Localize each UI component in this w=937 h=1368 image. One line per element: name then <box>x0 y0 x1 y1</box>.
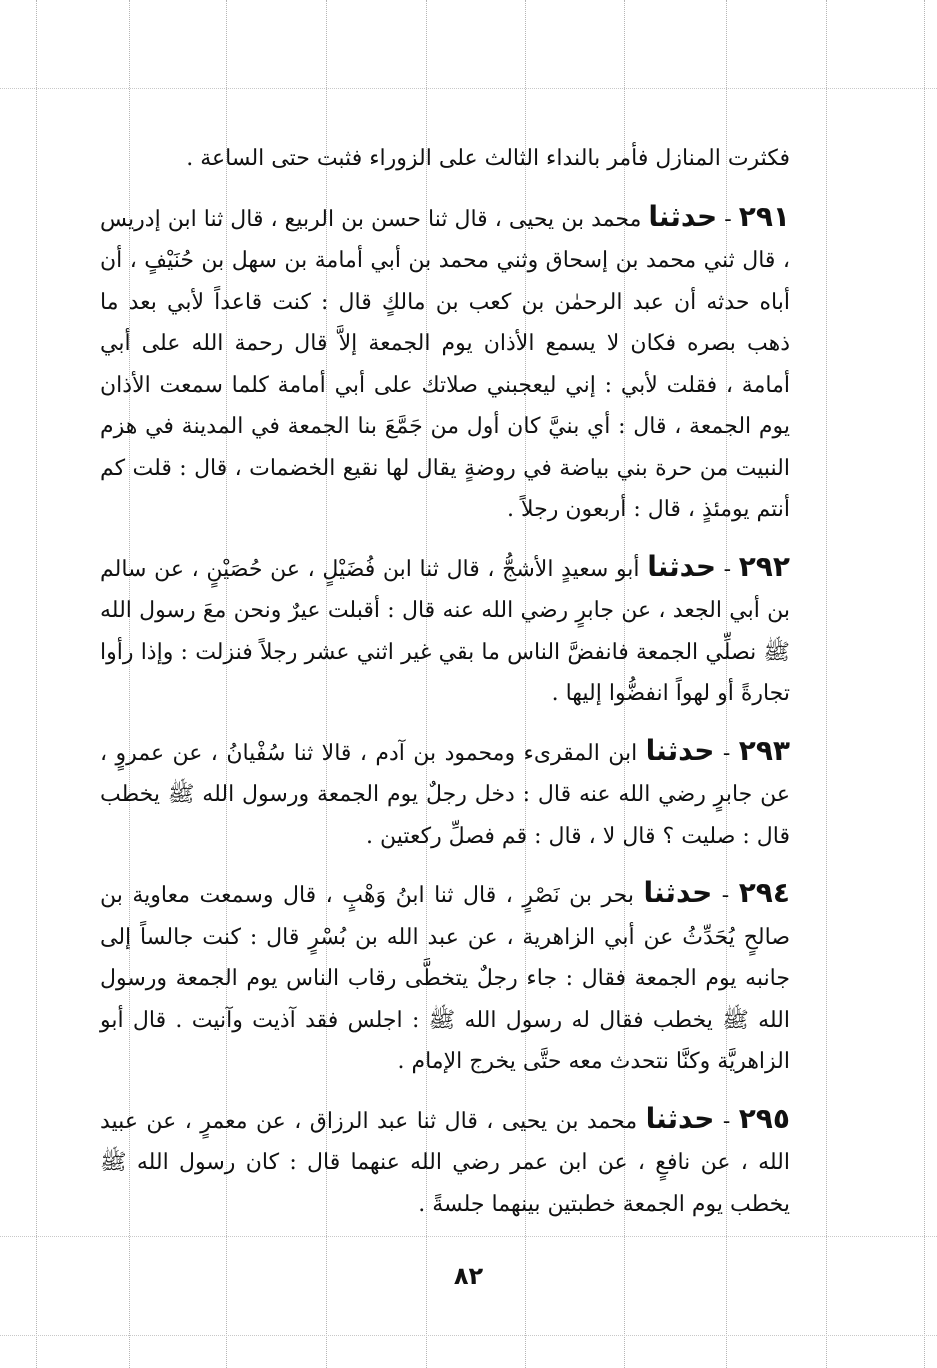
hadith-number: ٢٩٤ <box>738 876 790 909</box>
hadith-text: أبو سعيدٍ الأشجُّ ، قال ثنا ابن فُضَيْلٍ ، عن حُصَيْنٍ ، عن سالم بن أبي الجعد ، عن جابرٍ رضي الله عنه قال : أقبلت عيرٌ ونحن معَ رسول الله ﷺ نصلِّي الجمعة فانفضَّ الناس ما بقي غير اثني عشر رجلاً فنزلت : وإذا رأوا تجارةً أو لهواً انفضُّوا إليها . <box>100 556 790 706</box>
hadith-text: محمد بن يحيى ، قال ثنا حسن بن الربيع ، قال ثنا ابن إدريس ، قال ثني محمد بن إسحاق وثني محمد بن أبي أمامة بن سهل بن حُنَيْفٍ ، أن أباه حدثه أن عبد الرحمٰن بن كعب بن مالكٍ قال : كنت قاعداً لأبي بعد ما ذهب بصره فكان لا يسمع الأذان يوم الجمعة إلاَّ قال رحمة الله على أبي أمامة ، فقلت لأبي : إني ليعجبني صلاتك على أبي أمامة كلما سمعت الأذان يوم الجمعة ، قال : أي بنيَّ كان أول من جَمَّعَ بنا الجمعة في المدينة في هزم النبيت من حرة بني بياضة في روضةٍ يقال لها نقيع الخضمات ، قال : قلت كم أنتم يومئذٍ ، قال : أربعون رجلاً . <box>100 206 790 522</box>
hadith-heading: حدثنا <box>648 199 718 233</box>
hadith-text: محمد بن يحيى ، قال ثنا عبد الرزاق ، عن معمرٍ ، عن عبيد الله ، عن نافعٍ ، عن ابن عمر رضي الله عنهما قال : كان رسول الله ﷺ يخطب يوم الجمعة خطبتين بينهما جلسةً . <box>100 1108 790 1217</box>
page-content <box>100 138 790 1225</box>
hadith-heading: حدثنا <box>645 733 715 767</box>
hadith-number: ٢٩٥ <box>738 1101 790 1135</box>
hadith-293: ٢٩٣ - حدثنا ابن المقرىء ومحمود بن آدم ، قالا ثنا سُفْيانُ ، عن عمروٍ ، عن جابرٍ رضي الله عنه قال : دخل رجلٌ يوم الجمعة ورسول الله ﷺ يخطب قال : صليت ؟ قال لا ، قال : قم فصلِّ ركعتين . <box>100 733 791 849</box>
hadith-292: ٢٩٢ - حدثنا أبو سعيدٍ الأشجُّ ، قال ثنا ابن فُضَيْلٍ ، عن حُصَيْنٍ ، عن سالم بن أبي الجعد ، عن جابرٍ رضي الله عنه قال : أقبلت عيرٌ ونحن معَ رسول الله ﷺ نصلِّي الجمعة فانفضَّ الناس ما بقي غير اثني عشر رجلاً فنزلت : وإذا رأوا تجارةً أو لهواً انفضُّوا إليها . <box>100 549 790 706</box>
hadith-number: ٢٩٢ <box>738 549 790 583</box>
hadith-text: بحر بن نَصْرٍ ، قال ثنا ابنُ وَهْبٍ ، قال وسمعت معاوية بن صالحٍ يُحَدِّثُ عن أبي الزاهرية ، عن عبد الله بن بُسْرٍ قال : كنت جالساً إلى جانبه يوم الجمعة فقال : جاء رجلٌ يتخطَّى رقاب الناس يوم الجمعة ورسول الله ﷺ يخطب فقال له رسول الله ﷺ : اجلس فقد آذيت وآنيت . قال أبو الزاهريَّة وكنَّا نتحدث معه حتَّى يخرج الإمام . <box>100 883 790 1074</box>
intro-paragraph: فكثرت المنازل فأمر بالنداء الثالث على الزوراء فثبت حتى الساعة . <box>186 146 790 171</box>
hadith-number: ٢٩١ <box>738 199 791 233</box>
hadith-text: ابن المقرىء ومحمود بن آدم ، قالا ثنا سُفْيانُ ، عن عمروٍ ، عن جابرٍ رضي الله عنه قال : دخل رجلٌ يوم الجمعة ورسول الله ﷺ يخطب قال : صليت ؟ قال لا ، قال : قم فصلِّ ركعتين . <box>100 740 790 849</box>
page-number: ٨٢ <box>453 1262 484 1290</box>
hadith-heading: حدثنا <box>647 549 716 583</box>
hadith-heading: حدثنا <box>643 876 713 909</box>
hadith-295: ٢٩٥ - حدثنا محمد بن يحيى ، قال ثنا عبد الرزاق ، عن معمرٍ ، عن عبيد الله ، عن نافعٍ ، عن ابن عمر رضي الله عنهما قال : كان رسول الله ﷺ يخطب يوم الجمعة خطبتين بينهما جلسةً . <box>100 1101 790 1217</box>
hadith-291: ٢٩١ - حدثنا محمد بن يحيى ، قال ثنا حسن بن الربيع ، قال ثنا ابن إدريس ، قال ثني محمد بن إسحاق وثني محمد بن أبي أمامة بن سهل بن حُنَيْفٍ ، أن أباه حدثه أن عبد الرحمٰن بن كعب بن مالكٍ قال : كنت قاعداً لأبي بعد ما ذهب بصره فكان لا يسمع الأذان يوم الجمعة إلاَّ قال رحمة الله على أبي أمامة ، فقلت لأبي : إني ليعجبني صلاتك على أبي أمامة كلما سمعت الأذان يوم الجمعة ، قال : أي بنيَّ كان أول من جَمَّعَ بنا الجمعة في المدينة في هزم النبيت من حرة بني بياضة في روضةٍ يقال لها نقيع الخضمات ، قال : قلت كم أنتم يومئذٍ ، قال : أربعون رجلاً . <box>100 199 791 522</box>
hadith-294: ٢٩٤ - حدثنا بحر بن نَصْرٍ ، قال ثنا ابنُ وَهْبٍ ، قال وسمعت معاوية بن صالحٍ يُحَدِّثُ عن أبي الزاهرية ، عن عبد الله بن بُسْرٍ قال : كنت جالساً إلى جانبه يوم الجمعة فقال : جاء رجلٌ يتخطَّى رقاب الناس يوم الجمعة ورسول الله ﷺ يخطب فقال له رسول الله ﷺ : اجلس فقد آذيت وآنيت . قال أبو الزاهريَّة وكنَّا نتحدث معه حتَّى يخرج الإمام . <box>100 876 790 1074</box>
hadith-heading: حدثنا <box>645 1101 715 1135</box>
hadith-number: ٢٩٣ <box>738 733 791 767</box>
